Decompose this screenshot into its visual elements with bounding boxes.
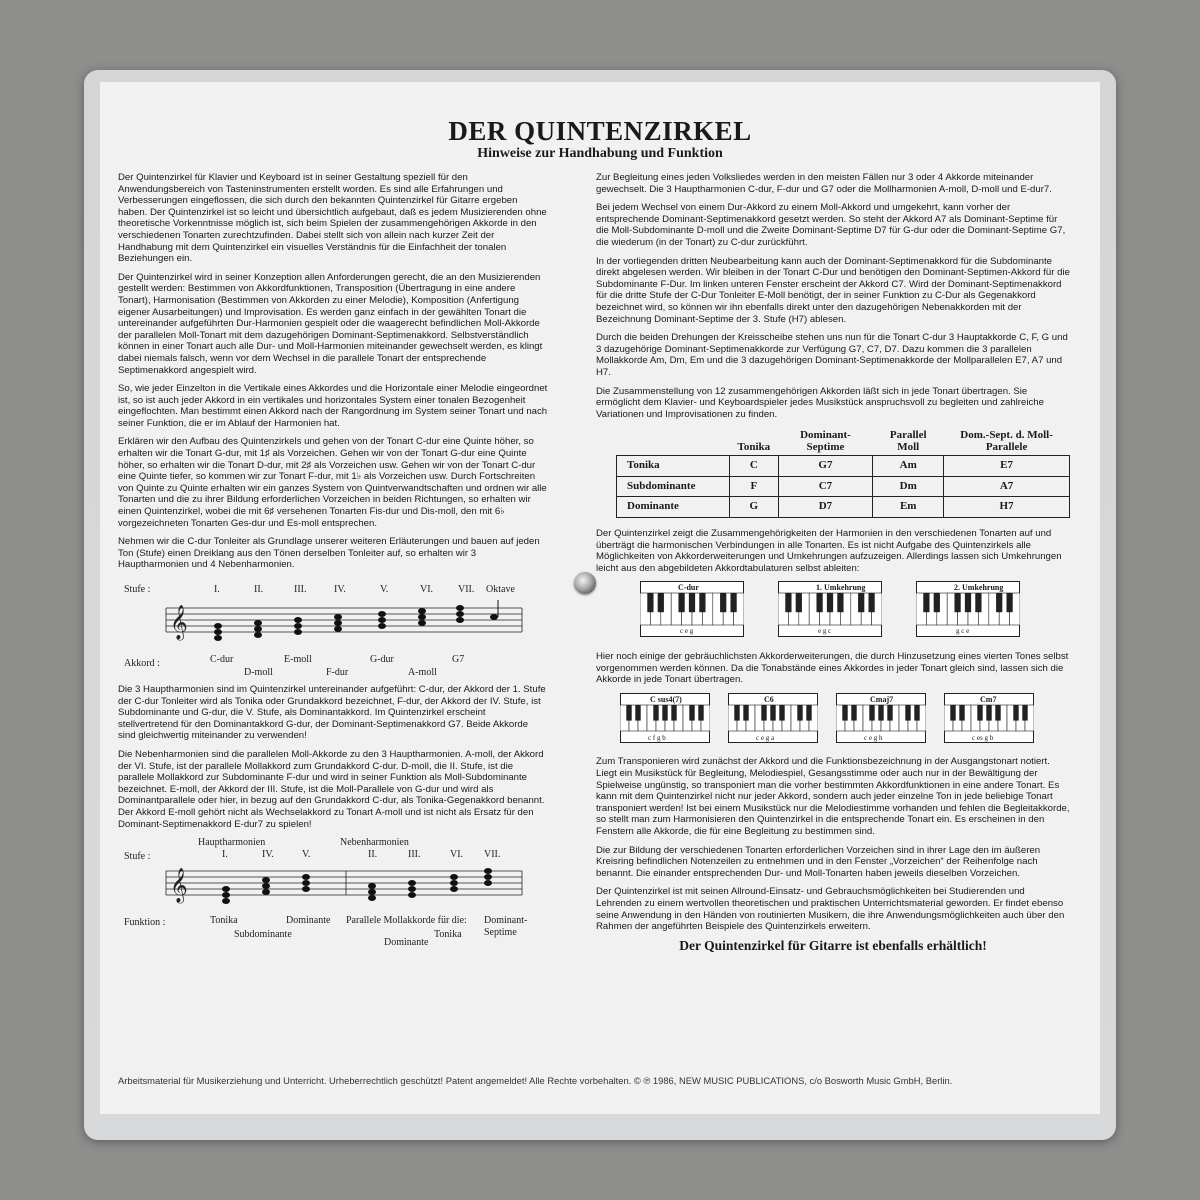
black-key	[698, 705, 703, 721]
paragraph: Die Nebenharmonien sind die parallelen Moll-Akkorde zu den 3 Hauptharmonien. A-moll, der Akkord der VI. Stufe, ist der parallele Mollakkord zum Grundakkord C-dur. D-moll, die II. Stufe, ist die parallele Mollakkord zur Subdominante F-dur und wird in seiner Funktion als Moll-Subdominante bezeichnet. E-moll, der Akkord der III. Stufe, ist die Moll-Parallele von G-dur und wird als Dominantparallele oder hier, in bezug auf den Grundakkord C-dur, als Tonika-Gegenakkord benannt. Der Akkord E-moll gehört nicht als Wechselakkord zu Tonart A-moll und ist nicht als Ersatz für den Dominant-Septimenakkord E-dur7 zu spielen!	[118, 748, 545, 830]
function-name: Tonika	[210, 915, 238, 927]
table-cell: A7	[944, 476, 1070, 497]
function-name: Tonika	[434, 929, 462, 941]
page-subtitle: Hinweise zur Handhabung und Funktion	[477, 146, 723, 161]
black-key	[647, 593, 653, 612]
black-key	[996, 593, 1002, 612]
degree-label: I.	[222, 849, 228, 861]
keyboard-diagram	[620, 693, 710, 747]
haupt-label: Hauptharmonien	[198, 837, 266, 849]
table-row	[617, 497, 1070, 518]
black-key	[914, 705, 919, 721]
chord-name: F-dur	[326, 667, 349, 678]
black-key	[868, 593, 874, 612]
degree-label: III.	[294, 584, 307, 595]
funktion-label: Funktion :	[124, 917, 166, 929]
black-key	[827, 593, 833, 612]
keyboard-label: C6	[764, 694, 774, 704]
keyboard-notes: c e g h	[864, 733, 883, 742]
paragraph: Hier noch einige der gebräuchlichsten Akkorderweiterungen, die durch Hinzusetzung eines vierten Tones selbst vorgenommen werden können. Da die Tonabstände eines Akkordes in jeder Tonart gleich sind, lassen sich die Akkorde in jede Tonart übertragen.	[596, 651, 1069, 686]
table-cell: Em	[873, 497, 944, 518]
function-name: Dominante	[286, 915, 331, 927]
black-key	[730, 593, 736, 612]
promo-line: Der Quintenzirkel für Gitarre ist ebenfalls erhältlich!	[679, 937, 987, 953]
table-header: Tonika	[737, 441, 771, 454]
rivet-icon	[574, 572, 596, 594]
black-key	[1006, 593, 1012, 612]
black-key	[796, 593, 802, 612]
keyboard-label: C sus4(7)	[650, 694, 682, 704]
row-label: Subdominante	[617, 476, 730, 497]
black-key	[858, 593, 864, 612]
keyboard-notes: c e g	[680, 627, 694, 636]
keyboard-notes: c e g a	[756, 733, 775, 742]
degree-label: II.	[368, 849, 378, 861]
keyboard-label: C-dur	[678, 583, 699, 593]
degree-label: V.	[380, 584, 389, 595]
degree-label: III.	[408, 849, 421, 861]
black-key	[743, 705, 748, 721]
treble-clef-icon: 𝄞	[170, 606, 188, 639]
keyboard-diagram	[916, 581, 1020, 641]
paragraph: Zur Begleitung eines jeden Volksliedes werden in den meisten Fällen nur 3 oder 4 Akkorde miteinander gewechselt. Die 3 Hauptharmonien C-dur, F-dur und G7 oder die Mollharmonien A-moll, D-moll und E-dur7.	[596, 172, 1052, 195]
black-key	[986, 705, 991, 721]
scale-staff-diagram	[118, 578, 538, 678]
row-label: Tonika	[617, 456, 730, 477]
table-cell: F	[730, 476, 779, 497]
function-name: Septime	[484, 927, 517, 939]
chord-notes	[214, 605, 498, 641]
degree-label: VII.	[458, 584, 475, 595]
copyright-footer: Arbeitsmaterial für Musikerziehung und Unterricht. Urheberrechtlich geschützt! Patent angemeldet! Alle Rechte vorbehalten. © ℗ 1986, NEW MUSIC PUBLICATIONS, c/o Bosworth Music GmbH, Berlin.	[118, 1075, 953, 1086]
degree-label: IV.	[262, 849, 274, 861]
right-column	[596, 172, 1070, 951]
paragraph: Nehmen wir die C-dur Tonleiter als Grundlage unserer weiteren Erläuterungen und bauen auf jeden Ton (Stufe) einen Dreiklang aus den Tönen derselben Tonleiter auf, so erhalten wir 3 Hauptharmonien und 4 Nebenharmonien.	[118, 536, 540, 571]
black-key	[797, 705, 802, 721]
table-header: Dominant-Septime	[800, 429, 851, 454]
paragraph: So, wie jeder Einzelton in die Vertikale eines Akkordes und die Horizontale einer Melodie eingeordnet ist, so ist auch jeder Akkord in ein vertikales und horizontales System einer tonalen Bezogenheit eingeflochten. Man bestimmt einen Akkord nach der Rangordnung im System seiner Tonart und nach seiner Funktion, die er im Ablauf der Harmonien hat.	[118, 383, 548, 429]
black-key	[816, 593, 822, 612]
black-key	[923, 593, 929, 612]
table-header	[617, 427, 730, 456]
keyboard-notes: c es g b	[972, 733, 994, 742]
keyboard-diagram	[640, 581, 744, 641]
black-key	[734, 705, 739, 721]
chord-name: G-dur	[370, 654, 394, 665]
black-key	[653, 705, 658, 721]
table-cell: E7	[944, 456, 1070, 477]
keyboard-diagram	[728, 693, 818, 747]
stufe-label: Stufe :	[124, 851, 151, 863]
harmony-table	[616, 427, 1070, 518]
page-title: DER QUINTENZIRKEL	[448, 116, 752, 146]
paragraph: Erklären wir den Aufbau des Quintenzirkels und gehen von der Tonart C-dur eine Quinte höher, so erhalten wir die Tonart G-dur, mit 1♯ als Vorzeichen. Gehen wir von der Tonart G-dur eine Quinte höher, so erhalten wir die Tonart D-dur, mit 2♯ als Vorzeichen usw. Gehen wir von der Tonart C-dur eine Quinte tiefer, so kommen wir zur Tonart F-dur, mit 1♭ als Vorzeichen usw. Durch Fortschreiten von Quinte zu Quinte erhalten wir ein ganzes System von Quintverwandtschaften und ordnen wir alle Tonarten und die zu ihrer Bildung erforderlichen Vorzeichen in beiden Richtungen, so erhalten wir einen Quintenzirkel, wobei die mit 6♯ versehenen Tonarten Fis-dur und Dis-moll, den mit 6♭ vorgezeichneten Tonarten Ges-dur und Es-moll entsprechen.	[118, 436, 547, 529]
degree-label: VII.	[484, 849, 501, 861]
black-key	[806, 705, 811, 721]
degree-label: Oktave	[486, 584, 515, 595]
black-key	[975, 593, 981, 612]
extension-keyboards	[620, 693, 1070, 747]
table-cell: C	[730, 456, 779, 477]
keyboard-diagram	[836, 693, 926, 747]
degree-label: VI.	[420, 584, 434, 595]
keyboard-notes: c f g b	[648, 733, 666, 742]
chord-name: D-moll	[244, 667, 273, 678]
function-name: Parallele Mollakkorde für die:	[346, 915, 467, 927]
paragraph: Durch die beiden Drehungen der Kreisscheibe stehen uns nun für die Tonart C-dur 3 Hauptakkorde C, F, G und 3 dazugehörige Dominant-Septimenakkorde zur Verfügung G7, C7, D7. Dazu kommen die 3 parallelen Mollakkorde Am, Dm, Em und die 3 dazugehörigen Dominant-Septimenakkorde der Mollparallelen E7, A7 und H7.	[596, 332, 1068, 378]
table-header: Parallel Moll	[889, 429, 927, 454]
table-cell: G	[730, 497, 779, 518]
row-label: Dominante	[617, 497, 730, 518]
keyboard-notes: g c e	[956, 627, 970, 636]
black-key	[851, 705, 856, 721]
table-cell: G7	[778, 456, 873, 477]
table-row	[617, 476, 1070, 497]
black-key	[954, 593, 960, 612]
paragraph: Die 3 Hauptharmonien sind im Quintenzirkel untereinander aufgeführt: C-dur, der Akkord der 1. Stufe der C-dur Tonleiter wird als Tonika oder Grundakkord bezeichnet, F-dur, der Akkord der IV. Stufe, ist Subdominante und G-dur, die V. Stufe, als Dominantakkord. Im Quintenzirkel erscheint stellvertretend für den Dominantakkord G-dur, der Dominant-Septimenakkord G7. Beide Akkorde sind gleichwertig miteinander zu verwenden!	[118, 684, 546, 742]
black-key	[977, 705, 982, 721]
black-key	[689, 705, 694, 721]
paragraph: Der Quintenzirkel wird in seiner Konzeption allen Anforderungen gerecht, die an den Musizierenden gestellt werden: Bestimmen von Akkordfunktionen, Transposition (Übertragung in eine andere Tonart), Harmonisation (Bestimmen von Akkorden zu einer Melodie), Komposition (Anfertigung eigener Ausarbeitungen) und Improvisation. Es werden ganz einfach in der gewählten Tonart die untereinander aufgeführten Dur-Harmonien gespielt oder die waagerecht befindlichen Moll-Akkorde der parallelen Moll-Tonart mit dem dazugehörigen Dominant-Septimenakkord. Selbstverständlich können in einer Tonart auch alle Dur- und Moll-Harmonien miteinander gewechselt werden, es klingt dabei niemals falsch, wenn vor dem Wechsel in die parallele Tonart der entsprechende Septimenakkord angespielt wird.	[118, 271, 543, 376]
table-cell: H7	[944, 497, 1070, 518]
paragraph: Die Zusammenstellung von 12 zusammengehörigen Akkorden läßt sich in jede Tonart übertragen. Sie ermöglicht dem Klavier- und Keyboardspieler jedes Musikstück anspruchsvoll zu begleiten und zahlreiche Variationen und Improvisationen zu finden.	[596, 385, 1044, 420]
degree-label: V.	[302, 849, 311, 861]
paragraph: In der vorliegenden dritten Neubearbeitung kann auch der Dominant-Septimenakkord für die Subdominante direkt abgelesen werden. Wir bleiben in der Tonart C-Dur und benötigen den Dominant-Septimen-Akkord für die Subdominante F-Dur. Im linken unteren Fenster erscheint der Akkord C7. Wird der Dominant-Septimenakkord für die dritte Stufe der C-Dur Tonleiter E-Moll benötigt, der in seiner Funktion zu C-Dur als Gegenakkord bezeichnet wird, so können wir ihn ebenfalls direkt unter den dazugehörigen Nebenakkorden mit der Bezeichnung Dominant-Septime der 3. Stufe (H7) ablesen.	[596, 255, 1070, 325]
paragraph: Zum Transponieren wird zunächst der Akkord und die Funktionsbezeichnung in der Ausgangstonart notiert. Liegt ein Musikstück für Begleitung, Melodiespiel, Gesangsstimme oder auch nur in der Bewältigung der Spielweise ungünstig, so transponiert man die vorher bestimmten Akkordfunktionen in eine andere Tonart. Es kann mit dem Quintenzirkel nicht nur jeder Akkord, sondern auch jeder einzelne Ton in jede beliebige Tonart transponiert werden! Ist bei einem Musikstück nur die Melodiestimme vorhanden und fehlen die Begleitakkorde, so stellt man zum Harmonisieren den Quintenzirkel in die entsprechende Tonart ein. Es erscheinen in den Fenstern alle Akkorde, die für eine Begleitung zu bestimmen sind.	[596, 756, 1070, 837]
black-key	[950, 705, 955, 721]
black-key	[658, 593, 664, 612]
paragraph: Der Quintenzirkel zeigt die Zusammengehörigkeiten der Harmonien in den verschiedenen Tonarten auf und überträgt die harmonischen Verbindungen in alle Tonarten. Es ist nicht Aufgabe des Quintenzirkels alle Möglichkeiten von Akkorderweiterungen und Umkehrungen aufzuzeigen. Allerdings lassen sich Umkehrungen leicht aus den abgebildeten Akkordtabulaturen selbst ableiten:	[596, 528, 1062, 574]
black-key	[1013, 705, 1018, 721]
black-key	[934, 593, 940, 612]
chord-name: G7	[452, 654, 465, 665]
harmonies-staff-diagram	[118, 837, 538, 947]
table-cell: D7	[778, 497, 873, 518]
instruction-card	[100, 82, 1100, 1114]
black-key	[770, 705, 775, 721]
neben-label: Nebenharmonien	[340, 837, 409, 849]
table-cell: Am	[873, 456, 944, 477]
table-cell: Dm	[873, 476, 944, 497]
black-key	[761, 705, 766, 721]
black-key	[699, 593, 705, 612]
keyboard-notes: e g c	[818, 627, 832, 636]
black-key	[1022, 705, 1027, 721]
black-key	[779, 705, 784, 721]
black-key	[720, 593, 726, 612]
function-name: Subdominante	[234, 929, 292, 941]
treble-clef-icon: 𝄞	[170, 869, 188, 903]
degree-label: IV.	[334, 584, 346, 595]
inversion-keyboards	[640, 581, 1070, 641]
black-key	[837, 593, 843, 612]
black-key	[689, 593, 695, 612]
keyboard-diagram	[944, 693, 1034, 747]
paragraph: Bei jedem Wechsel von einem Dur-Akkord zu einem Moll-Akkord und umgekehrt, kann vorher der entsprechende Dominant-Septimenakkord gesetzt werden. So steht der Akkord A7 als Dominant-Septime für die Moll-Subdominante D-moll und die Zweite Dominant-Septime D7 für G-dur oder die Dominant-Septime G7, die wiederum (in der Tonart) zu C-dur zurückführt.	[596, 202, 1066, 248]
degree-labels	[214, 584, 515, 595]
keyboard-label: Cm7	[980, 694, 997, 704]
chord-notes	[222, 868, 492, 904]
black-key	[671, 705, 676, 721]
black-key	[678, 593, 684, 612]
paragraph: Der Quintenzirkel ist mit seinen Allround-Einsatz- und Gebrauchsmöglichkeiten bei Studierenden und Lehrenden zu einem wertvollen theoretischen und praktischen Unterrichtsmaterial geworden. Er findet ebenso seine Anwendung in den Händen von routinierten Musikern, die ihre Anwendungsmöglichkeiten auch über den Rahmen der angeführten Beispiele des Quintenzirkels erweitern.	[596, 886, 1065, 933]
black-key	[959, 705, 964, 721]
keyboard-label: 2. Umkehrung	[954, 583, 1004, 593]
black-key	[905, 705, 910, 721]
function-name: Dominant-	[484, 915, 528, 927]
black-key	[842, 705, 847, 721]
akkord-label: Akkord :	[124, 658, 160, 669]
black-key	[635, 705, 640, 721]
black-key	[662, 705, 667, 721]
black-key	[869, 705, 874, 721]
table-header: Dom.-Sept. d. Moll-Parallele	[960, 429, 1053, 454]
function-name: Dominante	[384, 937, 429, 948]
black-key	[995, 705, 1000, 721]
degree-label: I.	[214, 584, 220, 595]
table-row	[617, 456, 1070, 477]
black-key	[785, 593, 791, 612]
black-key	[965, 593, 971, 612]
keyboard-diagram	[778, 581, 882, 641]
black-key	[878, 705, 883, 721]
degree-label: VI.	[450, 849, 464, 861]
chord-name: E-moll	[284, 654, 312, 665]
table-header-row	[617, 427, 1070, 456]
chord-name: C-dur	[210, 654, 234, 665]
paragraph: Die zur Bildung der verschiedenen Tonarten erforderlichen Vorzeichen sind in ihrer Lage den im äußeren Kreisring befindlichen Notenzeilen zu entnehmen und in den Fenster „Vorzeichen“ der Reihenfolge nach benannt. Die einander entsprechenden Dur- und Moll-Tonarten haben jeweils dieselben Vorzeichen.	[596, 844, 1041, 879]
table-cell: C7	[778, 476, 873, 497]
black-key	[887, 705, 892, 721]
paragraph: Der Quintenzirkel für Klavier und Keyboard ist in seiner Gestaltung speziell für den Anwendungsbereich von Tasteninstrumenten erstellt worden. Es sind alle Erfahrungen und Verbesserungen eingeflossen, die sich durch den bekannten Quintenzirkel für Gitarre ergeben haben. Der Quintenzirkel ist so leicht und übersichtlich aufgebaut, daß es jedem Musizierenden ohne theoretische Vorkenntnisse möglich ist, sich beim Spielen der zusammengehörigen Akkorde in den verschiedenen Tonarten zurechtzufinden. Dabei stellt sich von allein nach kurzer Zeit der Handhabung mit dem Quintenzirkel ein visuelles Verständnis für die Einfachheit der tonalen Beziehungen ein.	[118, 172, 547, 265]
keyboard-label: Cmaj7	[870, 694, 894, 704]
left-column	[118, 172, 548, 953]
degree-label: II.	[254, 584, 264, 595]
staff-lines	[166, 871, 522, 895]
chord-name: A-moll	[408, 667, 437, 678]
stufe-label: Stufe :	[124, 584, 151, 595]
black-key	[626, 705, 631, 721]
keyboard-label: 1. Umkehrung	[816, 583, 866, 593]
